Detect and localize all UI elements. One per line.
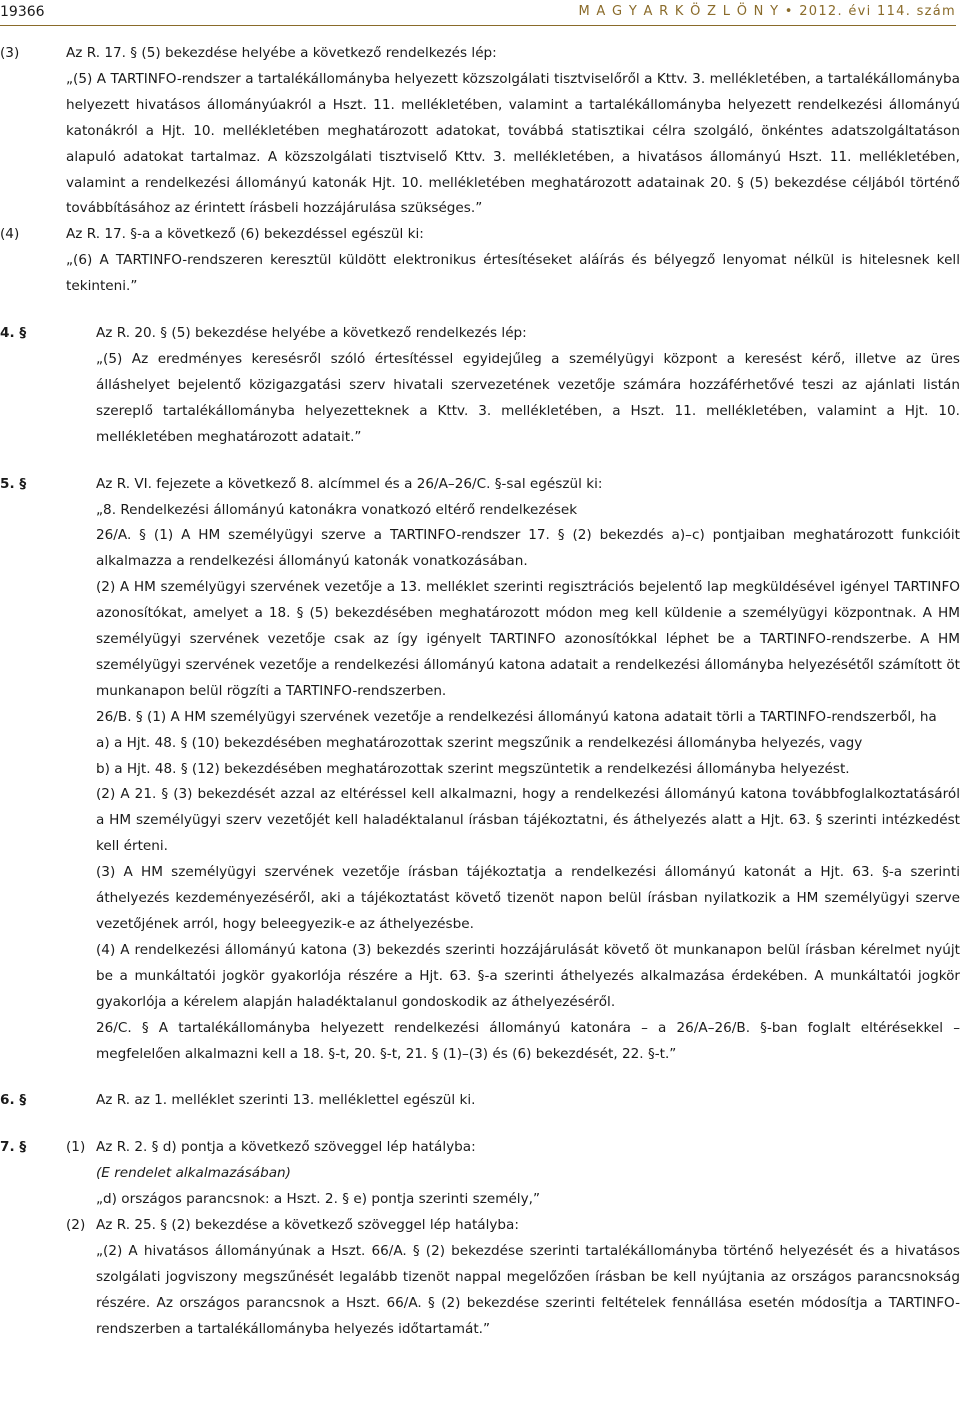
paragraph-label: (4) — [0, 226, 20, 243]
section-number: 6. § — [0, 1092, 27, 1109]
paragraph-7-2 — [0, 1213, 960, 1239]
page-number: 19366 — [0, 4, 45, 20]
provision-paragraph: 26/C. § A tartalékállományba helyezett rendelkezési állományú katonára – a 26/A–26/B. §-ban foglalt eltérésekkel – megfelelően alkalmazni kell a 18. §-t, 20. §-t, 21. § (1)–(3) és (6) bekezdését, 22. §-t.” — [96, 1019, 960, 1062]
paragraph-text: Az R. 17. §-a a következő (6) bekezdéssel egészül ki: — [66, 226, 424, 243]
paragraph-3 — [0, 41, 960, 67]
provision-point: a) a Hjt. 48. § (10) bekezdésében meghatározottak szerint megszűnik a rendelkezési állományba helyezés, vagy — [96, 734, 863, 751]
paragraph-label: (1) — [66, 1139, 86, 1156]
quoted-provision: „(5) A TARTINFO-rendszer a tartalékállományba helyezett közszolgálati tisztviselőről a Kttv. 3. mellékletében, a tartalékállományba helyezett hivatásos állományúakról a Hszt. 11. mellékletében, valamint a tartalékállományba helyezett rendelkezési állományú katonákról a Hjt. 10. mellékletében meghatározott adatokat, továbbá statisztikai célra szolgáló, önkéntes adatszolgáltatáson alapuló adatokat tartalmaz. A közszolgálati tisztviselő Kttv. 3. mellékletében, a hivatásos állományú Hszt. 11. mellékletében, valamint a rendelkezési állományú katonák Hjt. 10. mellékletében meghatározott adatainak 20. § (5) bekezdése céljából történő továbbításához az érintett írásbeli hozzájárulása szükséges.” — [66, 70, 960, 217]
context-clause: (E rendelet alkalmazásában) — [96, 1165, 291, 1182]
running-head: M A G Y A R K Ö Z L Ö N Y • 2012. évi 114. szám — [578, 4, 956, 19]
provision-paragraph: (4) A rendelkezési állományú katona (3) bekezdés szerinti hozzájárulását követő öt munkanapon belül írásban kérelmet nyújt be a munkáltatói jogkör gyakorlója részére a Hjt. 63. §-a szerinti áthelyezés alkalmazása érdekében. A munkáltatói jogkör gyakorlója a kérelem alapján haladéktalanul gondoskodik az áthelyezéséről. — [96, 941, 960, 1010]
section-4 — [0, 321, 960, 347]
provision-paragraph: 26/B. § (1) A HM személyügyi szervének vezetője a rendelkezési állományú katona adatait törli a TARTINFO-rendszerből, ha — [96, 708, 937, 725]
document-body — [0, 41, 960, 1343]
quoted-provision: „(2) A hivatásos állományúnak a Hszt. 66/A. § (2) bekezdése szerinti tartalékállományba történő helyezését és a hivatásos szolgálati jogviszony megszűnését legalább tizenöt nappal megelőzően írásban be kell nyújtania az országos parancsnokság részére. Az országos parancsnok a Hszt. 66/A. § (2) bekezdése szerinti feltételek fennállása esetén módosítja a TARTINFO-rendszerben a tartalékállományba helyezés időtartamát.” — [96, 1242, 960, 1337]
section-intro: Az R. 20. § (5) bekezdése helyébe a következő rendelkezés lép: — [96, 325, 527, 342]
paragraph-label: (3) — [0, 45, 20, 61]
paragraph-text: Az R. 17. § (5) bekezdése helyébe a következő rendelkezés lép: — [66, 45, 497, 61]
section-number: 4. § — [0, 325, 27, 342]
paragraph-label: (2) — [66, 1217, 86, 1234]
provision-paragraph: (2) A HM személyügyi szervének vezetője a 13. melléklet szerinti regisztrációs bejelentő lap megküldésével igényel TARTINFO azonosítókat, amelyet a 18. § (5) bekezdésében meghatározott módon meg kell küldenie a személyügyi központnak. A HM személyügyi szervének vezetője csak az így igényelt TARTINFO azonosítókkal léphet be a TARTINFO-rendszerbe. A HM személyügyi szervének vezetője a rendelkezési állományú katona adatait a rendelkezési állományba helyezésétől számított öt munkanapon belül rögzíti a TARTINFO-rendszerben. — [96, 579, 960, 699]
quoted-provision: „d) országos parancsnok: a Hszt. 2. § e) pontja szerinti személy,” — [96, 1191, 540, 1208]
header-rule — [0, 25, 956, 26]
provision-paragraph: (2) A 21. § (3) bekezdését azzal az eltéréssel kell alkalmazni, hogy a rendelkezési állományú katona továbbfoglalkoztatásáról a HM személyügyi szerv vezetőjét kell haladéktalanul írásban tájékoztatni, és áthelyezés alatt a Hjt. 63. § szerinti intézkedést kell érteni. — [96, 786, 960, 855]
section-number: 5. § — [0, 475, 27, 492]
page-header — [0, 0, 960, 26]
section-number: 7. § — [0, 1139, 27, 1156]
provision-paragraph: 26/A. § (1) A HM személyügyi szerve a TARTINFO-rendszer 17. § (2) bekezdés a)–c) pontjaiban meghatározott funkcióit alkalmazza a rendelkezési állományú katonák vonatkozásában. — [96, 527, 960, 570]
section-6 — [0, 1088, 960, 1114]
quoted-provision: „(5) Az eredményes keresésről szóló értesítéssel egyidejűleg a személyügyi központ a keresést kérő, illetve az üres álláshelyet bejelentő közigazgatási szerv hivatali szervezetének vezetője számára hozzáférhetővé teszi az ajánlati listán szereplő tartalékállományba helyezetteknek a Kttv. 3. mellékletében, a Hszt. 11. mellékletében, valamint a Hjt. 10. mellékletében meghatározott adatait.” — [96, 350, 960, 445]
section-text: Az R. az 1. melléklet szerinti 13. melléklettel egészül ki. — [96, 1092, 476, 1109]
paragraph-text: Az R. 25. § (2) bekezdése a következő szöveggel lép hatályba: — [96, 1217, 519, 1234]
quoted-provision: „(6) A TARTINFO-rendszeren keresztül küldött elektronikus értesítéseket aláírás és bélyegző lenyomat nélkül is hitelesnek kell tekinteni.” — [66, 252, 960, 295]
paragraph-text: Az R. 2. § d) pontja a következő szöveggel lép hatályba: — [96, 1139, 476, 1156]
section-5 — [0, 472, 960, 498]
section-intro: Az R. VI. fejezete a következő 8. alcímmel és a 26/A–26/C. §-sal egészül ki: — [96, 475, 603, 492]
provision-point: b) a Hjt. 48. § (12) bekezdésében meghatározottak szerint megszüntetik a rendelkezési állományba helyezést. — [96, 760, 850, 777]
section-7 — [0, 1135, 960, 1161]
paragraph-4 — [0, 222, 960, 248]
subtitle-heading: „8. Rendelkezési állományú katonákra vonatkozó eltérő rendelkezések — [96, 501, 578, 518]
provision-paragraph: (3) A HM személyügyi szervének vezetője írásban tájékoztatja a rendelkezési állományú katonát a Hjt. 63. §-a szerinti áthelyezés kezdeményezéséről, aki a tájékoztatást követő tizenöt napon belül írásban nyilatkozik a HM személyügyi szerve vezetőjének arról, hogy beleegyezik-e az áthelyezésbe. — [96, 864, 960, 932]
